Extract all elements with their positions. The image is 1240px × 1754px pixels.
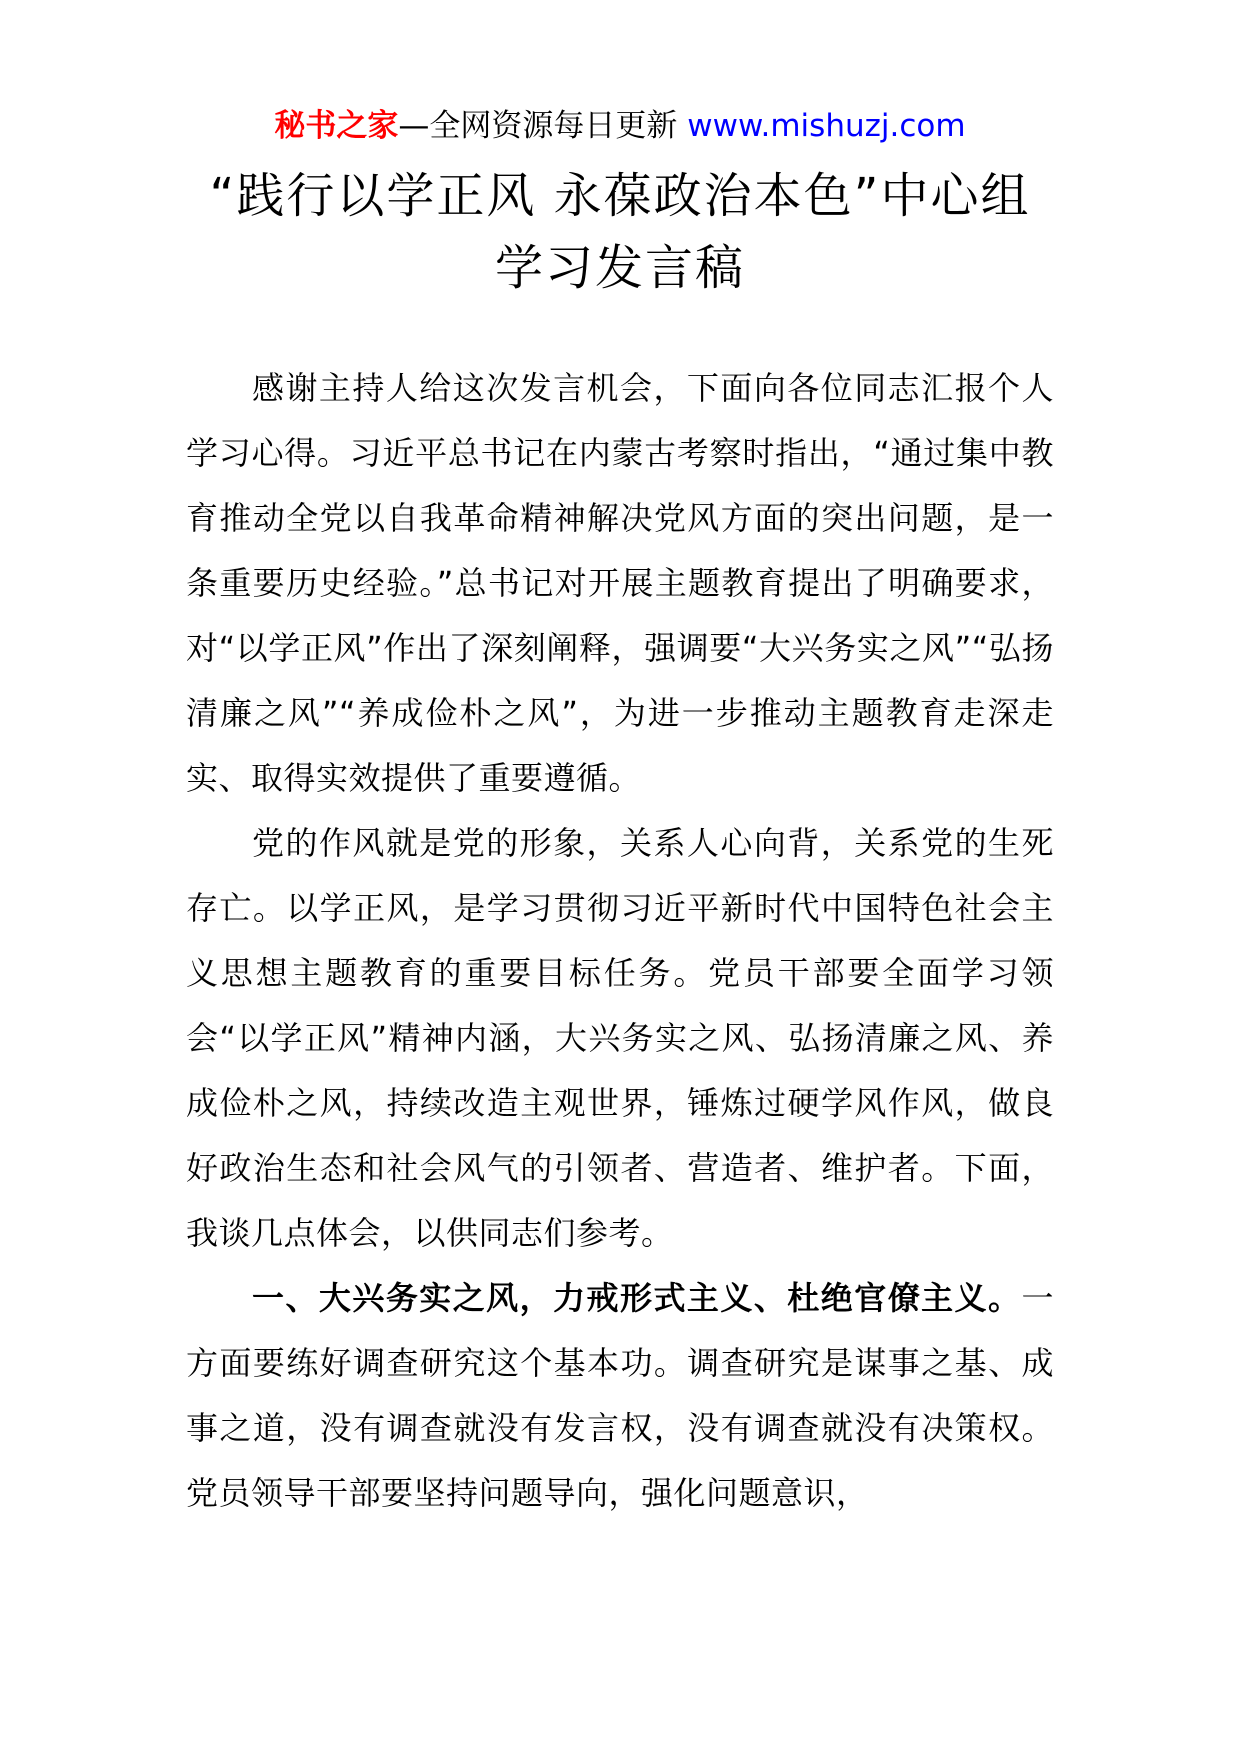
paragraph-text: 感谢主持人给这次发言机会，下面向各位同志汇报个人学习心得。习近平总书记在内蒙古考察时指出，“通过集中教育推动全党以自我革命精神解决党风方面的突出问题，是一条重要历史经验。”总书记对开展主题教育提出了明确要求，对“以学正风”作出了深刻阐释，强调要“大兴务实之风”“弘扬清廉之风”“养成俭朴之风”，为进一步推动主题教育走深走实、取得实效提供了重要遵循。 — [186, 369, 1054, 797]
document-body — [186, 356, 1054, 1526]
title-line-2: 学习发言稿 — [494, 240, 745, 296]
paragraph-style — [186, 811, 1054, 1266]
header-slogan: —全网资源每日更新 — [398, 108, 688, 144]
paragraph-intro — [186, 356, 1054, 811]
title-line-1: “践行以学正风 永葆政治本色”中心组 — [209, 168, 1031, 224]
paragraph-text: 一方面要练好调查研究这个基本功。调查研究是谋事之基、成事之道，没有调查就没有发言权，没有调查就没有决策权。党员领导干部要坚持问题导向，强化问题意识， — [186, 1279, 1054, 1512]
source-header — [0, 104, 1240, 148]
document-title — [0, 160, 1240, 304]
section-heading: 一、大兴务实之风，力戒形式主义、杜绝官僚主义。 — [252, 1279, 1022, 1317]
paragraph-text: 党的作风就是党的形象，关系人心向背，关系党的生死存亡。以学正风，是学习贯彻习近平新时代中国特色社会主义思想主题教育的重要目标任务。党员干部要全面学习领会“以学正风”精神内涵，大兴务实之风、弘扬清廉之风、养成俭朴之风，持续改造主观世界，锤炼过硬学风作风，做良好政治生态和社会风气的引领者、营造者、维护者。下面，我谈几点体会，以供同志们参考。 — [186, 824, 1054, 1252]
paragraph-section-one — [186, 1266, 1054, 1526]
brand-name: 秘书之家 — [274, 108, 399, 144]
website-link[interactable]: www.mishuzj.com — [687, 108, 966, 144]
